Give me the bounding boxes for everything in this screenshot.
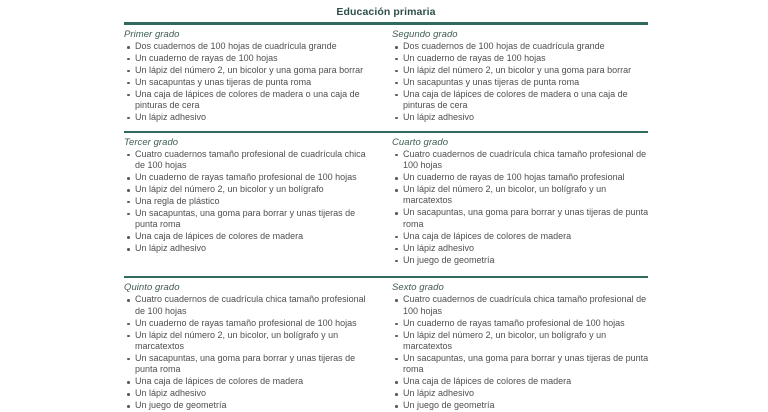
supply-list-segundo-grado [392, 41, 650, 123]
list-item: Una caja de lápices de colores de madera [392, 231, 650, 242]
list-item: Cuatro cuadernos de cuadrícula chica tamaño profesional de 100 hojas [392, 294, 650, 317]
list-item: Una caja de lápices de colores de madera [124, 376, 375, 387]
list-item: Un cuaderno de rayas tamaño profesional de 100 hojas [124, 172, 375, 183]
supply-list-sexto-grado [392, 294, 650, 411]
grade-column-segundo-grado [387, 29, 650, 124]
list-item: Un cuaderno de rayas de 100 hojas [124, 53, 375, 64]
list-item: Un lápiz adhesivo [124, 112, 375, 123]
list-item: Un lápiz adhesivo [124, 388, 375, 399]
row-spacer [0, 124, 768, 131]
list-item: Una caja de lápices de colores de madera o una caja de pinturas de cera [124, 89, 375, 112]
list-item: Un lápiz del número 2, un bicolor y un bolígrafo [124, 184, 375, 195]
list-item: Un cuaderno de rayas tamaño profesional de 100 hojas [392, 318, 650, 329]
list-item: Un juego de geometría [392, 400, 650, 411]
supply-list-primer-grado [124, 41, 375, 123]
list-item: Cuatro cuadernos de cuadrícula chica tamaño profesional de 100 hojas [392, 149, 650, 172]
page-title: Educación primaria [336, 6, 436, 18]
grade-heading-primer-grado: Primer grado [124, 29, 180, 40]
row-spacer [0, 266, 768, 276]
grade-heading-segundo-grado: Segundo grado [392, 29, 458, 40]
list-item: Una regla de plástico [124, 196, 375, 207]
list-item: Una caja de lápices de colores de madera [392, 376, 650, 387]
list-item: Dos cuadernos de 100 hojas de cuadrícula grande [392, 41, 650, 52]
grade-column-quinto-grado [124, 282, 387, 412]
grade-column-sexto-grado [387, 282, 650, 412]
list-item: Un lápiz del número 2, un bicolor y una goma para borrar [124, 65, 375, 76]
supply-list-cuarto-grado [392, 149, 650, 266]
list-item: Un lápiz adhesivo [392, 388, 650, 399]
list-item: Cuatro cuadernos de cuadrícula chica tamaño profesional de 100 hojas [124, 294, 375, 317]
list-item: Un lápiz del número 2, un bicolor, un bolígrafo y un marcatextos [392, 330, 650, 353]
grade-heading-quinto-grado: Quinto grado [124, 282, 180, 294]
list-item: Un sacapuntas, una goma para borrar y unas tijeras de punta roma [124, 353, 375, 376]
list-item: Un sacapuntas, una goma para borrar y unas tijeras de punta roma [392, 207, 650, 230]
list-item: Una caja de lápices de colores de madera o una caja de pinturas de cera [392, 89, 650, 112]
grade-heading-tercer-grado: Tercer grado [124, 136, 179, 148]
grade-column-cuarto-grado [387, 137, 650, 267]
list-item: Un cuaderno de rayas tamaño profesional de 100 hojas [124, 318, 375, 329]
grade-heading-cuarto-grado: Cuarto grado [392, 136, 449, 148]
list-item: Un lápiz del número 2, un bicolor, un bolígrafo y un marcatextos [392, 184, 650, 207]
grade-row-1 [124, 25, 650, 124]
list-item: Una caja de lápices de colores de madera [124, 231, 375, 242]
list-item: Un lápiz adhesivo [392, 112, 650, 123]
list-item: Un lápiz del número 2, un bicolor y una goma para borrar [392, 65, 650, 76]
grade-heading-sexto-grado: Sexto grado [392, 282, 444, 294]
list-item: Cuatro cuadernos tamaño profesional de cuadrícula chica de 100 hojas [124, 149, 375, 172]
grade-row-3 [124, 278, 650, 412]
list-item: Un sacapuntas, una goma para borrar y unas tijeras de punta roma [124, 208, 375, 231]
list-item: Un lápiz adhesivo [392, 243, 650, 254]
list-item: Un sacapuntas y unas tijeras de punta roma [392, 77, 650, 88]
supply-list-quinto-grado [124, 294, 375, 411]
grade-row-2 [124, 133, 650, 267]
grade-column-primer-grado [124, 29, 387, 124]
list-item: Un juego de geometría [392, 255, 650, 266]
grade-column-tercer-grado [124, 137, 387, 267]
supply-list-tercer-grado [124, 149, 375, 255]
list-item: Un cuaderno de rayas de 100 hojas [392, 53, 650, 64]
list-item: Un cuaderno de rayas de 100 hojas tamaño profesional [392, 172, 650, 183]
list-item: Dos cuadernos de 100 hojas de cuadrícula grande [124, 41, 375, 52]
list-item: Un lápiz adhesivo [124, 243, 375, 254]
list-item: Un sacapuntas y unas tijeras de punta roma [124, 77, 375, 88]
list-item: Un lápiz del número 2, un bicolor, un bolígrafo y un marcatextos [124, 330, 375, 353]
list-item: Un juego de geometría [124, 400, 375, 411]
list-item: Un sacapuntas, una goma para borrar y unas tijeras de punta roma [392, 353, 650, 376]
